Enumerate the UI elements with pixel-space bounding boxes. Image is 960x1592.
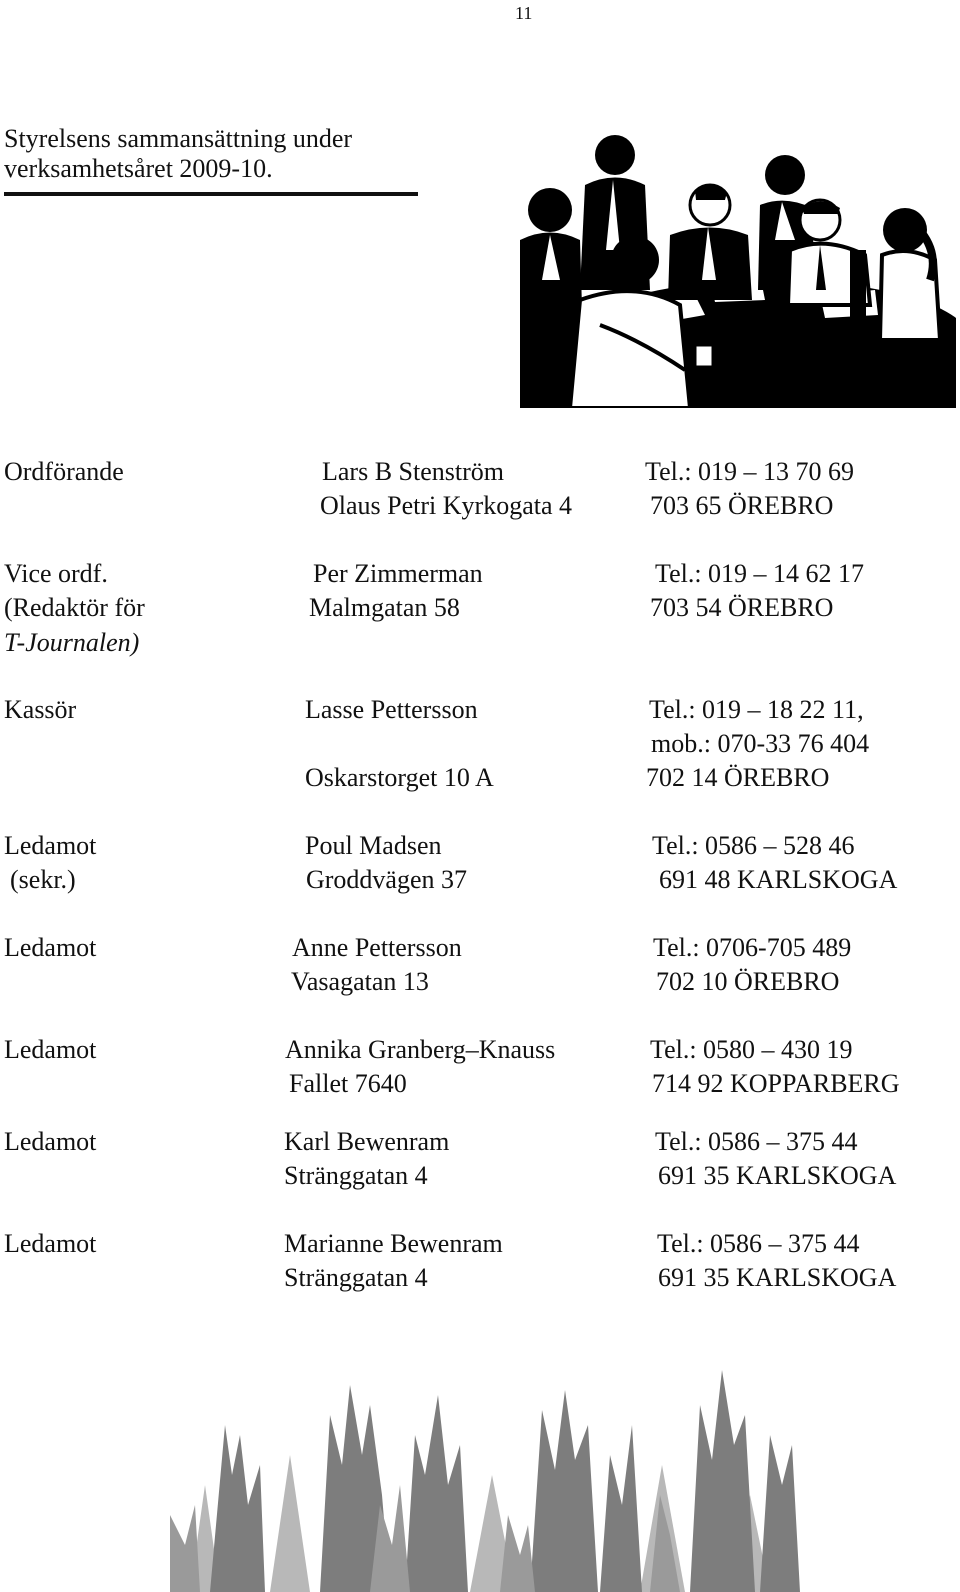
member-address: Olaus Petri Kyrkogata 4	[320, 491, 573, 520]
forest-trees-icon	[170, 1365, 802, 1592]
member-phone: Tel.: 019 – 14 62 17	[655, 559, 865, 588]
member-mobile: mob.: 070-33 76 404	[651, 729, 870, 758]
member-phone: Tel.: 019 – 13 70 69	[645, 457, 855, 486]
member-phone: Tel.: 019 – 18 22 11,	[649, 695, 864, 724]
member-address: Stränggatan 4	[284, 1263, 428, 1292]
role-note: (Redaktör för	[4, 593, 145, 622]
member-phone: Tel.: 0580 – 430 19	[650, 1035, 853, 1064]
member-address: Groddvägen 37	[306, 865, 468, 894]
member-address: Oskarstorget 10 A	[305, 763, 494, 792]
member-name: Annika Granberg–Knauss	[285, 1035, 556, 1064]
member-city: 703 65 ÖREBRO	[650, 491, 834, 520]
member-city: 702 10 ÖREBRO	[656, 967, 840, 996]
member-name: Anne Pettersson	[292, 933, 462, 962]
role-label: Ordförande	[4, 457, 124, 486]
role-note: T-Journalen)	[4, 628, 140, 657]
member-name: Poul Madsen	[305, 831, 442, 860]
page-title: Styrelsens sammansättning under verksamhetsåret 2009-10.	[4, 124, 353, 183]
member-name: Marianne Bewenram	[284, 1229, 503, 1258]
role-label: Ledamot	[4, 933, 97, 962]
member-city: 703 54 ÖREBRO	[650, 593, 834, 622]
member-city: 714 92 KOPPARBERG	[652, 1069, 900, 1098]
member-name: Per Zimmerman	[313, 559, 483, 588]
page-number: 11	[515, 3, 533, 23]
role-label: Kassör	[4, 695, 77, 724]
member-name: Lasse Pettersson	[305, 695, 478, 724]
role-label: Ledamot	[4, 1229, 97, 1258]
member-city: 702 14 ÖREBRO	[646, 763, 830, 792]
member-phone: Tel.: 0586 – 375 44	[655, 1127, 858, 1156]
member-address: Stränggatan 4	[284, 1161, 428, 1190]
role-note: (sekr.)	[10, 865, 76, 894]
member-phone: Tel.: 0706-705 489	[653, 933, 852, 962]
member-address: Fallet 7640	[289, 1069, 407, 1098]
role-label: Ledamot	[4, 831, 97, 860]
role-label: Ledamot	[4, 1035, 97, 1064]
member-name: Lars B Stenström	[322, 457, 504, 486]
member-address: Malmgatan 58	[309, 593, 460, 622]
title-underline	[4, 192, 418, 196]
role-label: Ledamot	[4, 1127, 97, 1156]
board-meeting-icon	[520, 130, 956, 408]
member-city: 691 35 KARLSKOGA	[658, 1161, 897, 1190]
role-label: Vice ordf.	[4, 559, 108, 588]
member-city: 691 48 KARLSKOGA	[659, 865, 898, 894]
member-name: Karl Bewenram	[284, 1127, 450, 1156]
member-city: 691 35 KARLSKOGA	[658, 1263, 897, 1292]
member-phone: Tel.: 0586 – 375 44	[657, 1229, 860, 1258]
member-phone: Tel.: 0586 – 528 46	[652, 831, 855, 860]
member-address: Vasagatan 13	[291, 967, 429, 996]
